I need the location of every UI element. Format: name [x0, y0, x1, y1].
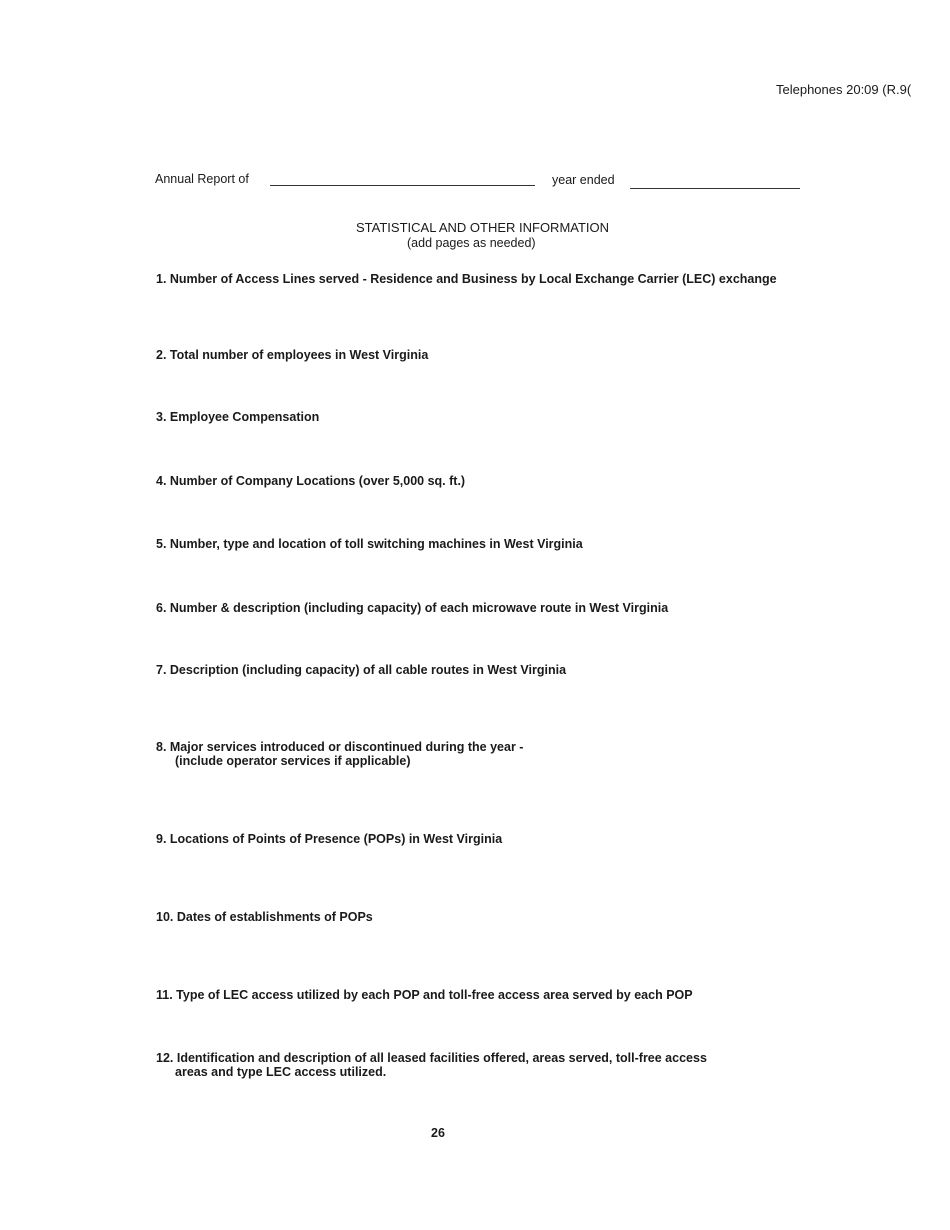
item-2: 2. Total number of employees in West Virginia	[156, 348, 429, 362]
item-8-sub: (include operator services if applicable)	[175, 754, 411, 768]
item-7: 7. Description (including capacity) of all cable routes in West Virginia	[156, 663, 567, 677]
page-number: 26	[431, 1126, 445, 1140]
item-12-sub: areas and type LEC access utilized.	[175, 1065, 387, 1079]
item-4: 4. Number of Company Locations (over 5,000 sq. ft.)	[156, 474, 466, 488]
item-8-text: 8. Major services introduced or discontinued during the year -	[156, 740, 524, 754]
item-5: 5. Number, type and location of toll switching machines in West Virginia	[156, 537, 583, 551]
annual-report-label: Annual Report of	[155, 172, 249, 186]
item-10: 10. Dates of establishments of POPs	[156, 910, 373, 924]
item-1: 1. Number of Access Lines served - Residence and Business by Local Exchange Carrier (LEC) exchange	[156, 272, 777, 286]
page-subtitle: (add pages as needed)	[407, 236, 536, 250]
item-8	[156, 740, 523, 768]
item-3: 3. Employee Compensation	[156, 410, 320, 424]
item-6: 6. Number & description (including capacity) of each microwave route in West Virginia	[156, 601, 669, 615]
item-12-text: 12. Identification and description of all leased facilities offered, areas served, toll-free access	[156, 1051, 707, 1065]
year-field	[630, 188, 800, 189]
page-title: STATISTICAL AND OTHER INFORMATION	[356, 220, 610, 235]
item-12	[156, 1051, 707, 1079]
company-name-field	[270, 185, 535, 186]
item-11: 11. Type of LEC access utilized by each POP and toll-free access area served by each POP	[156, 988, 693, 1002]
form-id: Telephones 20:09 (R.9(	[776, 82, 912, 97]
item-9: 9. Locations of Points of Presence (POPs) in West Virginia	[156, 832, 503, 846]
year-ended-label: year ended	[552, 173, 615, 187]
